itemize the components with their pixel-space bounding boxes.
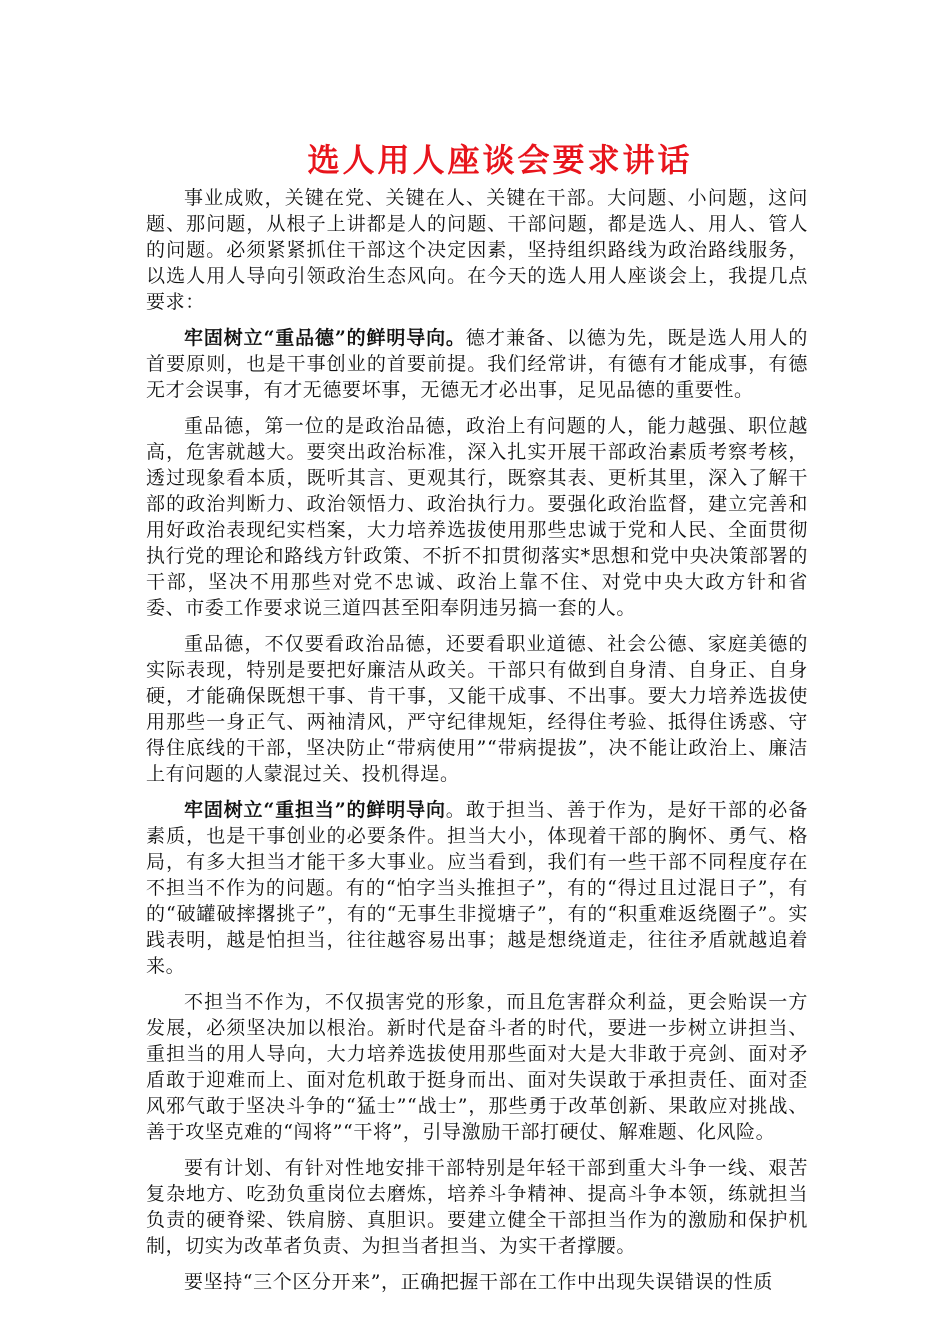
paragraph-8 [146, 1269, 808, 1295]
paragraph-text: 不担当不作为，不仅损害党的形象，而且危害群众利益，更会贻误一方发展，必须坚决加以根治。新时代是奋斗者的时代，要进一步树立讲担当、重担当的用人导向，大力培养选拔使用那些面对大是大非敢于亮剑、面对矛盾敢于迎难而上、面对危机敢于挺身而出、面对失误敢于承担责任、面对歪风邪气敢于坚决斗争的“猛士”“战士”，那些勇于改革创新、果敢应对挑战、善于攻坚克难的“闯将”“干将”，引导激励干部打硬仗、解难题、化风险。 [146, 991, 808, 1143]
paragraph-text: 事业成败，关键在党、关键在人、关键在干部。大问题、小问题，这问题、那问题，从根子上讲都是人的问题、干部问题，都是选人、用人、管人的问题。必须紧紧抓住干部这个决定因素，坚持组织路线为政治路线服务，以选人用人导向引领政治生态风向。在今天的选人用人座谈会上，我提几点要求： [146, 187, 808, 313]
paragraph-2 [146, 325, 808, 403]
section-heading-pinde: 牢固树立“重品德”的鲜明导向。 [184, 327, 466, 349]
paragraph-text: 。敢于担当、善于作为，是好干部的必备素质，也是干事创业的必要条件。担当大小，体现着干部的胸怀、勇气、格局，有多大担当才能干多大事业。应当看到，我们有一些干部不同程度存在不担当不作为的问题。有的“怕字当头推担子”，有的“得过且过混日子”，有的“破罐破摔撂挑子”，有的“无事生非搅塘子”，有的“积重难返绕圈子”。实践表明，越是怕担当，往往越容易出事；越是想绕道走，往往矛盾就越追着来。 [146, 799, 808, 977]
paragraph-6 [146, 989, 808, 1145]
paragraph-4 [146, 631, 808, 787]
paragraph-text: 德才兼备、以德为先，既是选人用人的首要原则，也是干事创业的首要前提。我们经常讲，有德有才能成事，有德无才会误事，有才无德要坏事，无德无才必出事，足见品德的重要性。 [146, 327, 808, 401]
paragraph-7 [146, 1155, 808, 1259]
paragraph-text: 重品德，不仅要看政治品德，还要看职业道德、社会公德、家庭美德的实际表现，特别是要把好廉洁从政关。干部只有做到自身清、自身正、自身硬，才能确保既想干事、肯干事，又能干成事、不出事。要大力培养选拔使用那些一身正气、两袖清风，严守纪律规矩，经得住考验、抵得住诱惑、守得住底线的干部，坚决防止“带病使用”“带病提拔”，决不能让政治上、廉洁上有问题的人蒙混过关、投机得逞。 [146, 633, 808, 785]
section-heading-dandang: 牢固树立“重担当”的鲜明导向 [184, 799, 446, 821]
paragraph-5 [146, 797, 808, 979]
paragraph-text: 重品德，第一位的是政治品德，政治上有问题的人，能力越强、职位越高，危害就越大。要突出政治标准，深入扎实开展干部政治素质考察考核，透过现象看本质，既听其言、更观其行，既察其表、更析其里，深入了解干部的政治判断力、政治领悟力、政治执行力。要强化政治监督，建立完善和用好政治表现纪实档案，大力培养选拔使用那些忠诚于党和人民、全面贯彻执行党的理论和路线方针政策、不折不扣贯彻落实*思想和党中央决策部署的干部，坚决不用那些对党不忠诚、政治上靠不住、对党中央大政方针和省委、市委工作要求说三道四甚至阳奉阴违另搞一套的人。 [146, 415, 808, 619]
paragraph-1 [146, 185, 808, 315]
document-body [146, 185, 808, 1305]
document-title: 选人用人座谈会要求讲话 [307, 141, 693, 179]
paragraph-3 [146, 413, 808, 621]
paragraph-text: 要有计划、有针对性地安排干部特别是年轻干部到重大斗争一线、艰苦复杂地方、吃劲负重岗位去磨炼，培养斗争精神、提高斗争本领，练就担当负责的硬脊梁、铁肩膀、真胆识。要建立健全干部担当作为的激励和保护机制，切实为改革者负责、为担当者担当、为实干者撑腰。 [146, 1157, 808, 1257]
paragraph-text: 要坚持“三个区分开来”，正确把握干部在工作中出现失误错误的性质 [184, 1271, 774, 1293]
